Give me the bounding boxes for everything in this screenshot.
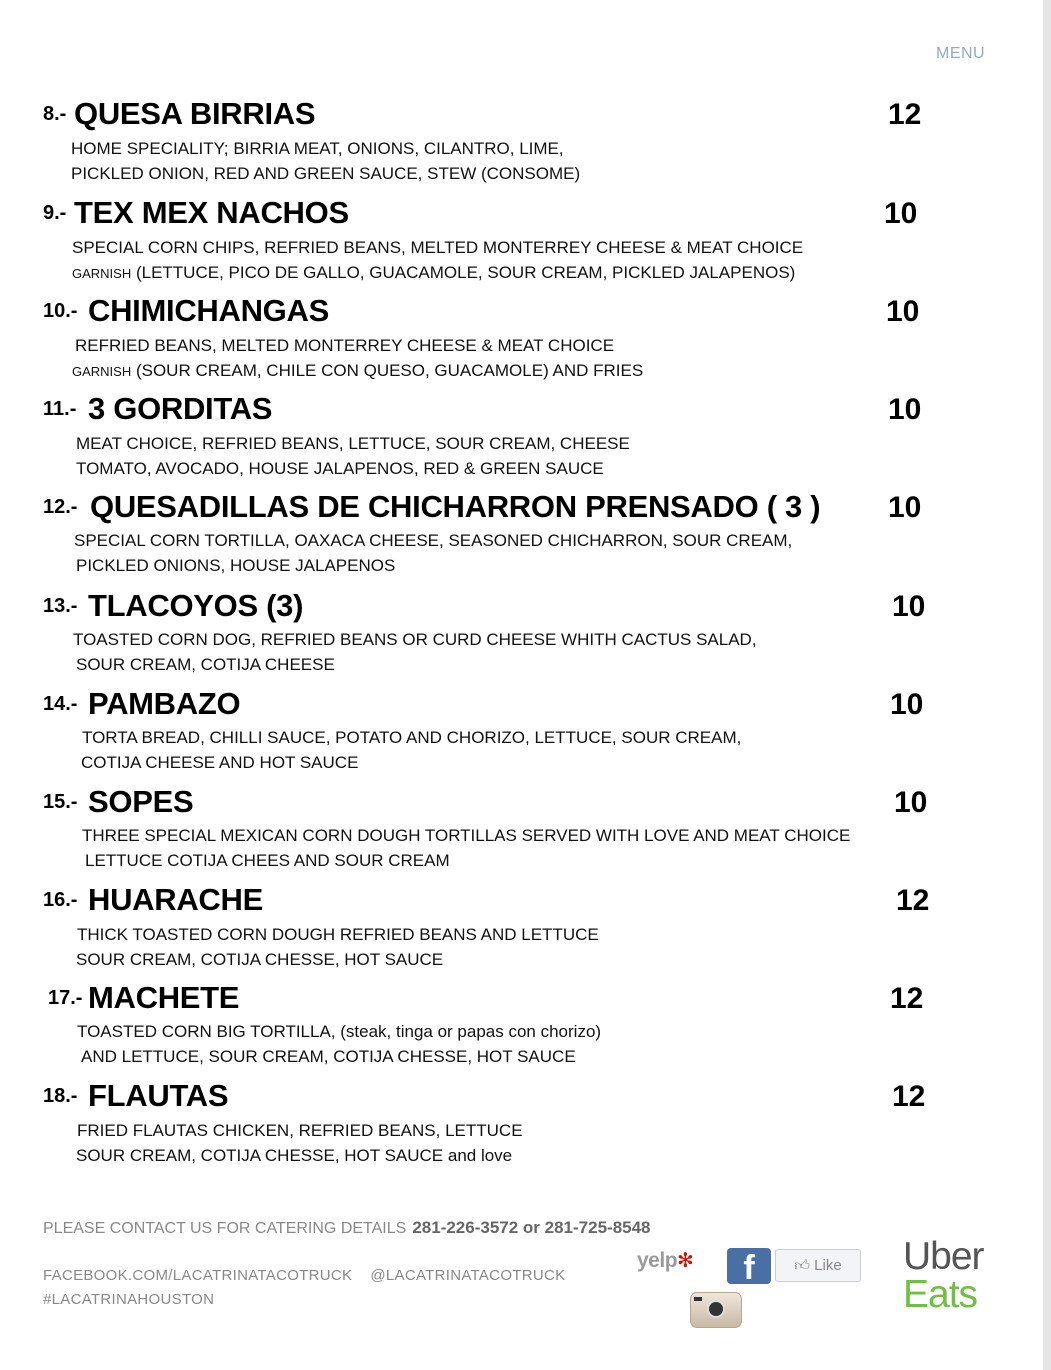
- item-name: QUESADILLAS DE CHICHARRON PRENSADO ( 3 ): [90, 489, 821, 524]
- menu-item: [0, 485, 1000, 575]
- item-description-line: SPECIAL CORN CHIPS, REFRIED BEANS, MELTED MONTERREY CHEESE & MEAT CHOICE: [72, 238, 804, 257]
- item-description-line: AND LETTUCE, SOUR CREAM, COTIJA CHESSE, HOT SAUCE: [81, 1047, 576, 1066]
- item-description-line: COTIJA CHEESE AND HOT SAUCE: [81, 753, 359, 772]
- item-description-line: MEAT CHOICE, REFRIED BEANS, LETTUCE, SOUR CREAM, CHEESE: [76, 434, 630, 453]
- item-description-line: REFRIED BEANS, MELTED MONTERREY CHEESE & MEAT CHOICE: [75, 336, 615, 355]
- item-number: 12.-: [43, 496, 78, 518]
- item-description-line: FRIED FLAUTAS CHICKEN, REFRIED BEANS, LETTUCE: [77, 1121, 523, 1140]
- item-description-line: SPECIAL CORN TORTILLA, OAXACA CHEESE, SEASONED CHICHARRON, SOUR CREAM,: [74, 531, 793, 550]
- item-number: 10.-: [43, 300, 78, 322]
- social-links: [43, 1267, 565, 1284]
- item-name: MACHETE: [88, 980, 240, 1015]
- item-description-line: PICKLED ONION, RED AND GREEN SAUCE, STEW (CONSOME): [71, 164, 581, 183]
- item-name: HUARACHE: [88, 882, 263, 917]
- item-description-line: HOME SPECIALITY; BIRRIA MEAT, ONIONS, CILANTRO, LIME,: [71, 139, 564, 158]
- item-description-line: LETTUCE COTIJA CHEES AND SOUR CREAM: [85, 851, 450, 870]
- item-price: 12: [892, 1080, 926, 1113]
- item-name: 3 GORDITAS: [88, 391, 273, 426]
- facebook-icon: f: [727, 1248, 771, 1284]
- item-name: TEX MEX NACHOS: [74, 195, 349, 230]
- item-price: 10: [888, 491, 922, 524]
- item-number: 14.-: [43, 693, 78, 715]
- item-description-line: TORTA BREAD, CHILLI SAUCE, POTATO AND CHORIZO, LETTUCE, SOUR CREAM,: [82, 728, 742, 747]
- item-description-line: SOUR CREAM, COTIJA CHESSE, HOT SAUCE: [76, 950, 444, 969]
- item-price: 10: [890, 688, 924, 721]
- menu-item: [0, 92, 1000, 183]
- item-description-line: (LETTUCE, PICO DE GALLO, GUACAMOLE, SOUR CREAM, PICKLED JALAPENOS): [131, 263, 796, 282]
- item-name: SOPES: [88, 784, 194, 819]
- item-name: QUESA BIRRIAS: [74, 96, 316, 131]
- item-number: 9.-: [43, 202, 67, 224]
- menu-label: MENU: [936, 45, 986, 62]
- item-number: 8.-: [43, 103, 67, 125]
- item-price: 12: [896, 884, 930, 917]
- item-description-line: SOUR CREAM, COTIJA CHEESE: [76, 655, 335, 674]
- item-description-line: THREE SPECIAL MEXICAN CORN DOUGH TORTILLAS SERVED WITH LOVE AND MEAT CHOICE: [82, 826, 851, 845]
- uber-eats-logo: [903, 1235, 984, 1316]
- garnish-label: GARNISH: [72, 364, 132, 379]
- social-handle: @LACATRINATACOTRUCK: [370, 1267, 566, 1284]
- item-number: 13.-: [43, 595, 78, 617]
- page-edge-shadow: [1043, 0, 1051, 1370]
- menu-item: [0, 584, 1000, 674]
- uber-text: Uber: [903, 1235, 984, 1278]
- item-price: 10: [892, 590, 926, 623]
- item-price: 12: [890, 982, 924, 1015]
- item-number: 11.-: [43, 398, 77, 420]
- catering-info: [43, 1218, 651, 1238]
- menu-item: [0, 387, 1000, 478]
- item-number: 15.-: [43, 791, 78, 813]
- garnish-label: GARNISH: [72, 266, 132, 281]
- menu-item: [0, 191, 1000, 282]
- like-button: 👍︎ Like: [775, 1249, 861, 1282]
- item-name: CHIMICHANGAS: [88, 293, 329, 328]
- item-number: 18.-: [43, 1085, 78, 1107]
- catering-text: PLEASE CONTACT US FOR CATERING DETAILS: [43, 1220, 407, 1237]
- menu-item: [0, 1074, 1000, 1165]
- item-number: 16.-: [43, 889, 78, 911]
- item-price: 10: [886, 295, 920, 328]
- catering-phones: 281-226-3572 or 281-725-8548: [412, 1218, 651, 1237]
- item-description-line: TOASTED CORN DOG, REFRIED BEANS OR CURD CHEESE WHITH CACTUS SALAD,: [73, 630, 757, 649]
- menu-item: [0, 878, 1000, 969]
- item-description-line: TOMATO, AVOCADO, HOUSE JALAPENOS, RED & GREEN SAUCE: [76, 459, 604, 478]
- item-price: 10: [884, 197, 918, 230]
- item-description-line: THICK TOASTED CORN DOUGH REFRIED BEANS AND LETTUCE: [77, 925, 599, 944]
- item-price: 12: [888, 98, 922, 131]
- item-description-line: TOASTED CORN BIG TORTILLA, (steak, tinga or papas con chorizo): [77, 1022, 602, 1041]
- item-price: 10: [888, 393, 922, 426]
- instagram-camera-icon: [690, 1292, 742, 1328]
- like-thumb-icon: 👍︎: [794, 1257, 810, 1274]
- menu-item: [0, 682, 1000, 772]
- item-name: PAMBAZO: [88, 686, 241, 721]
- item-description-line: (SOUR CREAM, CHILE CON QUESO, GUACAMOLE) AND FRIES: [131, 361, 644, 380]
- item-name: FLAUTAS: [88, 1078, 229, 1113]
- menu-item: [0, 976, 1000, 1066]
- item-price: 10: [894, 786, 928, 819]
- hashtag: #LACATRINAHOUSTON: [43, 1291, 215, 1308]
- item-number: 17.-: [48, 987, 83, 1009]
- facebook-url: FACEBOOK.COM/LACATRINATACOTRUCK: [43, 1267, 353, 1284]
- item-description-line: PICKLED ONIONS, HOUSE JALAPENOS: [76, 556, 396, 575]
- item-description-line: SOUR CREAM, COTIJA CHESSE, HOT SAUCE and love: [76, 1146, 513, 1165]
- menu-item: [0, 289, 1000, 380]
- yelp-logo-icon: yelp✻: [637, 1249, 694, 1272]
- item-name: TLACOYOS (3): [88, 588, 304, 623]
- eats-text: Eats: [903, 1273, 978, 1316]
- menu-item: [0, 780, 1000, 870]
